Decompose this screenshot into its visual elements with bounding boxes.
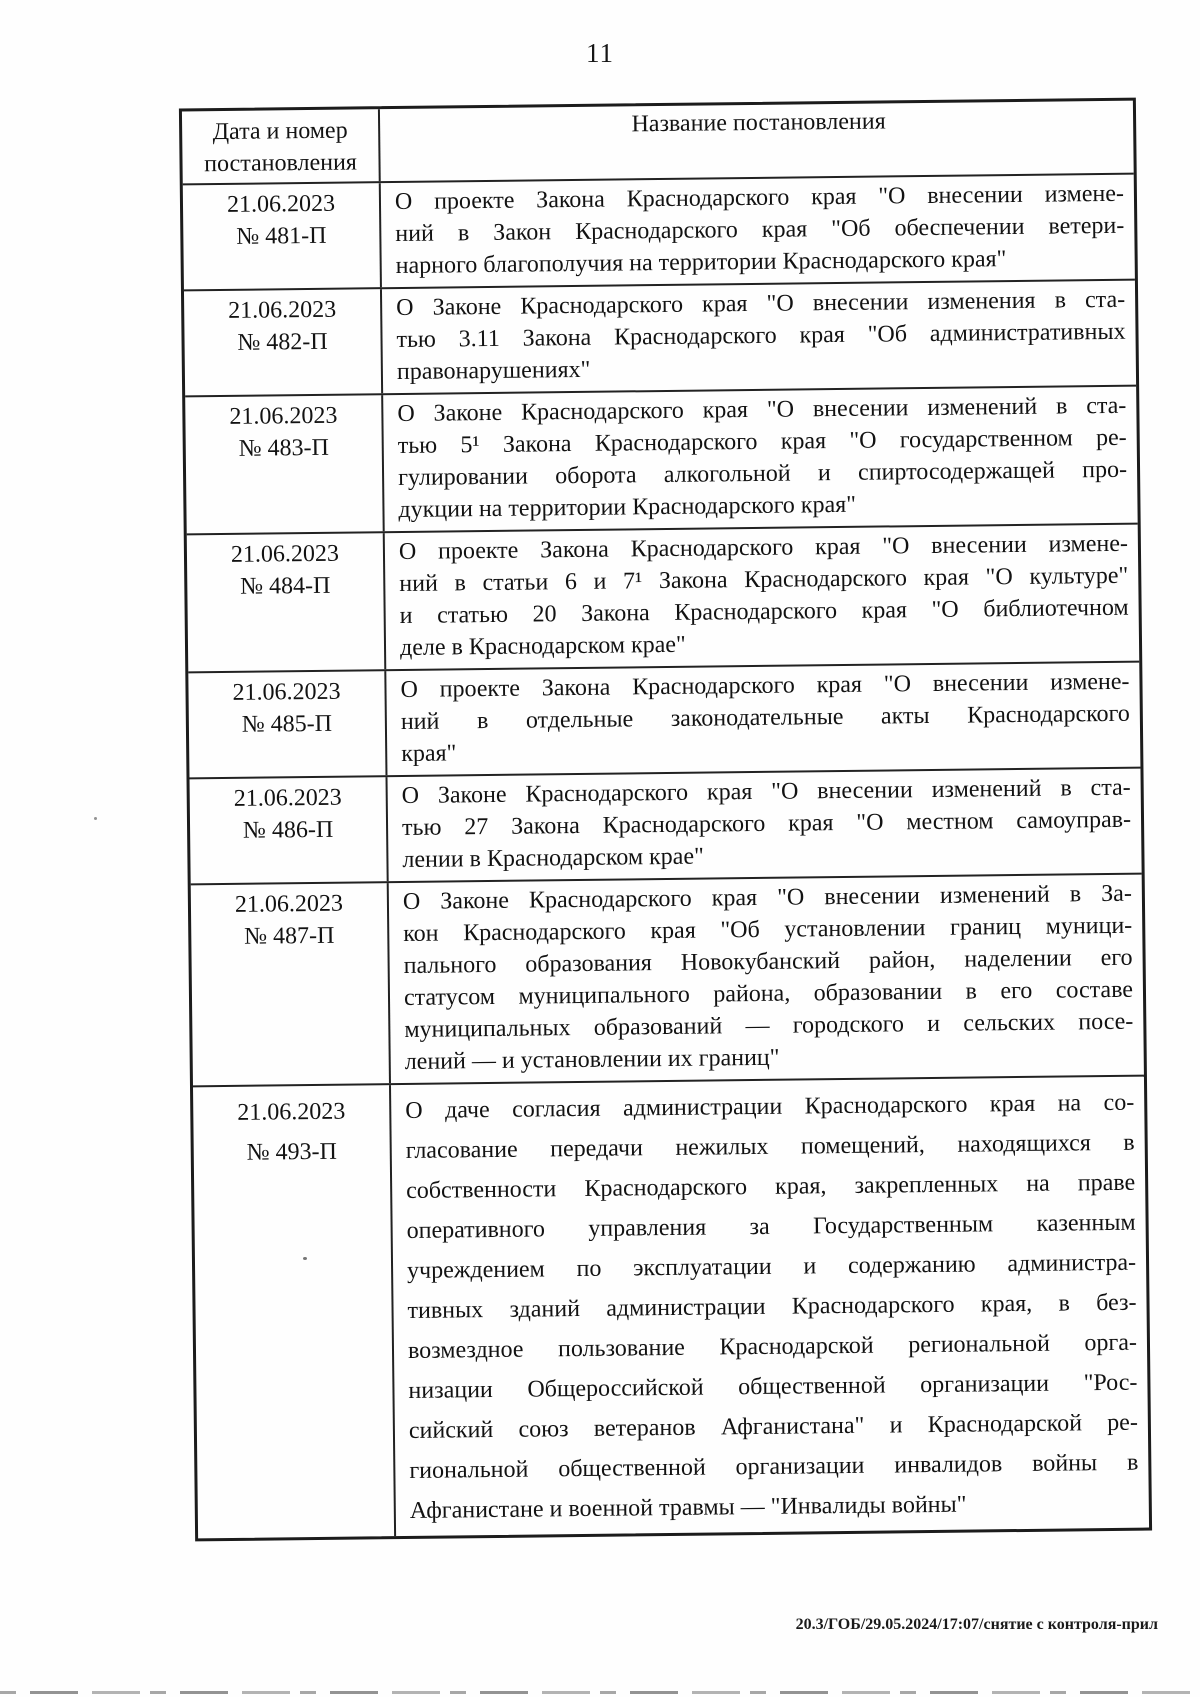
resolution-date: 21.06.2023 <box>229 402 338 430</box>
title-line: статусом муниципального района, образовании в его составе <box>403 976 1134 1011</box>
scan-edge-artifact <box>0 1691 1200 1694</box>
resolution-number: № 487-П <box>244 922 335 950</box>
resolution-number: № 484-П <box>240 572 331 600</box>
title-line: собственности Краснодарского края, закрепленных на праве <box>406 1169 1136 1204</box>
resolution-title-cell <box>388 769 1142 882</box>
table-row <box>188 661 1140 778</box>
title-line: учреждением по эксплуатации и содержанию администра- <box>406 1249 1137 1284</box>
title-line: гиональной общественной организации инвалидов войны в <box>409 1449 1139 1484</box>
header-date-number <box>182 109 381 183</box>
title-line: О даче согласия администрации Краснодарского края на со- <box>405 1089 1135 1124</box>
resolution-date: 21.06.2023 <box>237 1098 346 1126</box>
title-line: и статью 20 Закона Краснодарского края "О библиотечном <box>399 594 1129 630</box>
table-row <box>187 523 1140 672</box>
title-line: муниципальных образований — городского и сельских посе- <box>404 1008 1134 1043</box>
resolution-number: № 493-П <box>246 1138 338 1166</box>
date-number-cell <box>191 883 391 1085</box>
title-line: возмездное пользование Краснодарской региональной орга- <box>407 1329 1138 1364</box>
resolution-title-cell <box>381 175 1135 288</box>
title-line: края" <box>401 740 457 767</box>
date-number-cell <box>193 1085 396 1538</box>
title-line: правонарушениях" <box>396 356 591 386</box>
table-row <box>183 173 1135 290</box>
title-line: Афганистане и военной травмы — "Инвалиды войны" <box>409 1491 967 1524</box>
resolution-date: 21.06.2023 <box>228 296 337 324</box>
title-line: кон Краснодарского края "Об установлении границ муници- <box>403 912 1133 947</box>
title-line: лении в Краснодарском крае" <box>402 843 704 873</box>
table-header-row <box>182 101 1134 184</box>
date-number-cell <box>190 777 389 883</box>
resolution-title-cell <box>382 281 1136 394</box>
resolution-number: № 486-П <box>242 816 334 844</box>
title-line: пального образования Новокубанский район, наделении его <box>403 944 1133 979</box>
resolution-title-cell <box>391 1077 1149 1537</box>
resolution-date: 21.06.2023 <box>233 784 342 812</box>
date-number-cell <box>185 395 385 533</box>
resolution-number: № 483-П <box>238 434 330 462</box>
title-line: гласование передачи нежилых помещений, находящихся в <box>405 1129 1135 1164</box>
title-line: тивных зданий администрации Краснодарского края, в без- <box>407 1289 1137 1324</box>
resolution-title-cell <box>386 663 1140 776</box>
table-row <box>189 767 1141 884</box>
title-line: дукции на территории Краснодарского края" <box>398 491 857 524</box>
resolution-date: 21.06.2023 <box>226 190 336 218</box>
scan-speck <box>303 1257 307 1260</box>
date-number-cell <box>188 671 387 777</box>
resolution-number: № 485-П <box>241 710 333 738</box>
title-line: О Законе Краснодарского края "О внесении изменения в ста- <box>396 286 1126 322</box>
header-date-number-line1: Дата и номер <box>212 117 348 146</box>
title-line: тью 3.11 Закона Краснодарского края "Об административных <box>396 318 1126 354</box>
table-row <box>191 873 1144 1086</box>
resolutions-table-wrapper <box>179 98 1152 1542</box>
title-line: деле в Краснодарском крае" <box>399 631 686 661</box>
title-line: тью 27 Закона Краснодарского края "О местном самоуправ- <box>401 806 1132 841</box>
title-line: гулировании оборота алкогольной и спиртосодержащей про- <box>397 456 1128 492</box>
resolution-date: 21.06.2023 <box>230 540 340 568</box>
title-line: О Законе Краснодарского края "О внесении изменений в За- <box>402 880 1133 915</box>
title-line: ний в Закон Краснодарского края "Об обеспечении ветери- <box>395 212 1125 248</box>
header-date-number-line2: постановления <box>204 149 358 178</box>
date-number-cell <box>183 183 382 289</box>
resolution-title-cell <box>385 525 1139 670</box>
title-line: лений — и установлении их границ" <box>404 1044 780 1075</box>
header-title: Название постановления <box>631 108 886 138</box>
title-line: нарного благополучия на территории Краснодарского края" <box>395 246 1007 280</box>
resolution-date: 21.06.2023 <box>234 890 344 918</box>
title-line: О Законе Краснодарского края "О внесении изменений в ста- <box>397 392 1127 428</box>
resolutions-table <box>179 98 1152 1542</box>
title-line: ний в статьи 6 и 7¹ Закона Краснодарского края "О культуре" <box>399 562 1129 598</box>
resolution-title-cell <box>389 875 1144 1084</box>
title-line: оперативного управления за Государственным казенным <box>406 1209 1136 1244</box>
scan-speck <box>94 817 97 820</box>
resolution-title-cell <box>383 387 1137 532</box>
title-line: низации Общероссийской общественной организации "Рос- <box>408 1369 1138 1404</box>
title-line: О проекте Закона Краснодарского края "О внесении измене- <box>394 180 1125 216</box>
page-number: 11 <box>586 38 614 68</box>
table-row <box>184 279 1136 396</box>
footer-control-note: 20.3/ГОБ/29.05.2024/17:07/снятие с контроля-прил <box>795 1616 1158 1633</box>
title-line: О проекте Закона Краснодарского края "О внесении измене- <box>398 530 1129 566</box>
date-number-cell <box>184 289 383 395</box>
title-line: тью 5¹ Закона Краснодарского края "О государственном ре- <box>397 424 1127 460</box>
title-line: сийский союз ветеранов Афганистана" и Краснодарской ре- <box>408 1409 1139 1444</box>
table-row <box>193 1075 1149 1539</box>
title-line: О Законе Краснодарского края "О внесении изменений в ста- <box>401 774 1131 809</box>
resolution-number: № 481-П <box>236 222 327 250</box>
title-line: ний в отдельные законодательные акты Краснодарского <box>400 700 1130 735</box>
date-number-cell <box>187 533 387 671</box>
resolution-number: № 482-П <box>237 328 328 356</box>
resolution-date: 21.06.2023 <box>232 678 341 706</box>
title-line: О проекте Закона Краснодарского края "О внесении измене- <box>400 668 1130 703</box>
table-row <box>185 385 1138 534</box>
